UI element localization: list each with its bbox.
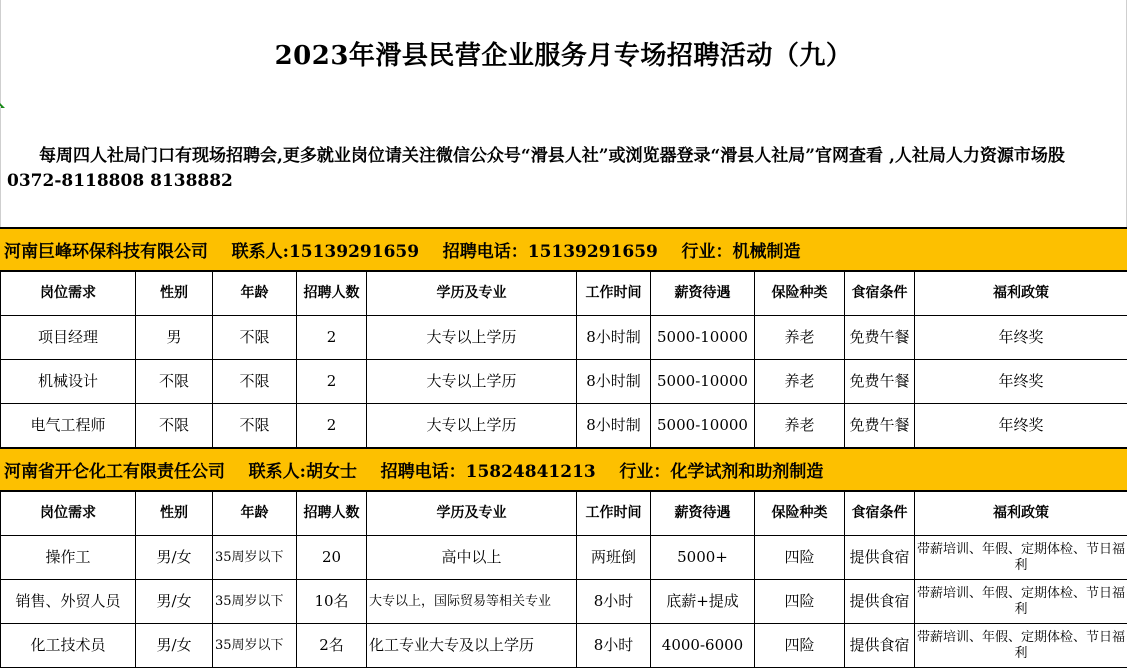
cell-lodging: 免费午餐 xyxy=(845,316,915,360)
table-header-row xyxy=(1,272,1127,316)
cell-benefits: 年终奖 xyxy=(915,316,1127,360)
cell-hours: 两班倒 xyxy=(577,536,651,580)
column-header: 招聘人数 xyxy=(297,272,367,316)
column-header: 性别 xyxy=(136,492,213,536)
cell-age: 35周岁以下 xyxy=(213,580,297,624)
cell-lodging: 免费午餐 xyxy=(845,360,915,404)
cell-insurance: 四险 xyxy=(755,580,845,624)
page-title: 2023年滑县民营企业服务月专场招聘活动（九） xyxy=(0,0,1127,106)
cell-gender: 不限 xyxy=(136,404,213,448)
cell-position: 电气工程师 xyxy=(1,404,136,448)
cell-education: 大专以上学历 xyxy=(367,316,577,360)
cell-lodging: 提供食宿 xyxy=(845,536,915,580)
cell-benefits: 年终奖 xyxy=(915,404,1127,448)
cell-age: 不限 xyxy=(213,316,297,360)
cell-salary: 5000+ xyxy=(651,536,755,580)
table-row xyxy=(1,624,1127,668)
cell-position: 化工技术员 xyxy=(1,624,136,668)
company-header xyxy=(0,447,1127,491)
cell-education: 化工专业大专及以上学历 xyxy=(367,624,577,668)
cell-gender: 男/女 xyxy=(136,580,213,624)
cell-gender: 男/女 xyxy=(136,624,213,668)
cell-hours: 8小时 xyxy=(577,624,651,668)
column-header: 岗位需求 xyxy=(1,492,136,536)
cell-education: 高中以上 xyxy=(367,536,577,580)
table-row xyxy=(1,316,1127,360)
table-row xyxy=(1,580,1127,624)
column-header: 食宿条件 xyxy=(845,492,915,536)
cell-count: 2 xyxy=(297,316,367,360)
column-header: 岗位需求 xyxy=(1,272,136,316)
cell-education: 大专以上学历 xyxy=(367,360,577,404)
company-header-text: 河南巨峰环保科技有限公司 联系人:15139291659 招聘电话：15139291659 行业：机械制造 xyxy=(0,237,801,262)
cell-benefits: 带薪培训、年假、定期体检、节日福利 xyxy=(915,624,1127,668)
table-row xyxy=(1,536,1127,580)
column-header: 保险种类 xyxy=(755,272,845,316)
column-header: 福利政策 xyxy=(915,492,1127,536)
job-table xyxy=(0,271,1127,448)
notice-text: 每周四人社局门口有现场招聘会,更多就业岗位请关注微信公众号“滑县人社”或浏览器登录“滑县人社局”官网查看 ,人社局人力资源市场股0372-8118808 8138882 xyxy=(0,106,1127,227)
column-header: 工作时间 xyxy=(577,492,651,536)
column-header: 薪资待遇 xyxy=(651,272,755,316)
column-header: 招聘人数 xyxy=(297,492,367,536)
column-header: 学历及专业 xyxy=(367,492,577,536)
cell-position: 操作工 xyxy=(1,536,136,580)
column-header: 年龄 xyxy=(213,272,297,316)
table-header-row xyxy=(1,492,1127,536)
cell-count: 2 xyxy=(297,404,367,448)
cell-position: 项目经理 xyxy=(1,316,136,360)
column-header: 工作时间 xyxy=(577,272,651,316)
column-header: 福利政策 xyxy=(915,272,1127,316)
cell-count: 2名 xyxy=(297,624,367,668)
cell-lodging: 提供食宿 xyxy=(845,580,915,624)
cell-lodging: 免费午餐 xyxy=(845,404,915,448)
cell-gender: 不限 xyxy=(136,360,213,404)
column-header: 保险种类 xyxy=(755,492,845,536)
column-header: 性别 xyxy=(136,272,213,316)
cell-insurance: 四险 xyxy=(755,624,845,668)
cell-salary: 4000-6000 xyxy=(651,624,755,668)
cell-hours: 8小时制 xyxy=(577,404,651,448)
column-header: 学历及专业 xyxy=(367,272,577,316)
cell-salary: 5000-10000 xyxy=(651,360,755,404)
cell-age: 35周岁以下 xyxy=(213,624,297,668)
cell-benefits: 年终奖 xyxy=(915,360,1127,404)
cell-age: 35周岁以下 xyxy=(213,536,297,580)
company-header xyxy=(0,227,1127,271)
cell-education: 大专以上，国际贸易等相关专业 xyxy=(367,580,577,624)
cell-insurance: 养老 xyxy=(755,316,845,360)
cell-count: 20 xyxy=(297,536,367,580)
cell-age: 不限 xyxy=(213,360,297,404)
cell-insurance: 养老 xyxy=(755,404,845,448)
cell-gender: 男 xyxy=(136,316,213,360)
table-row xyxy=(1,360,1127,404)
company-header-text: 河南省开仑化工有限责任公司 联系人:胡女士 招聘电话：15824841213 行业：化学试剂和助剂制造 xyxy=(0,457,823,482)
table-row xyxy=(1,404,1127,448)
cell-benefits: 带薪培训、年假、定期体检、节日福利 xyxy=(915,536,1127,580)
cell-count: 10名 xyxy=(297,580,367,624)
cell-position: 机械设计 xyxy=(1,360,136,404)
cell-benefits: 带薪培训、年假、定期体检、节日福利 xyxy=(915,580,1127,624)
cell-education: 大专以上学历 xyxy=(367,404,577,448)
cell-salary: 5000-10000 xyxy=(651,316,755,360)
cell-lodging: 提供食宿 xyxy=(845,624,915,668)
column-header: 食宿条件 xyxy=(845,272,915,316)
cell-insurance: 四险 xyxy=(755,536,845,580)
cell-salary: 底薪+提成 xyxy=(651,580,755,624)
cell-count: 2 xyxy=(297,360,367,404)
cell-position: 销售、外贸人员 xyxy=(1,580,136,624)
job-table xyxy=(0,491,1127,668)
cell-hours: 8小时制 xyxy=(577,360,651,404)
cell-age: 不限 xyxy=(213,404,297,448)
cell-insurance: 养老 xyxy=(755,360,845,404)
column-header: 年龄 xyxy=(213,492,297,536)
cell-gender: 男/女 xyxy=(136,536,213,580)
cell-salary: 5000-10000 xyxy=(651,404,755,448)
cell-hours: 8小时制 xyxy=(577,316,651,360)
column-header: 薪资待遇 xyxy=(651,492,755,536)
cell-hours: 8小时 xyxy=(577,580,651,624)
